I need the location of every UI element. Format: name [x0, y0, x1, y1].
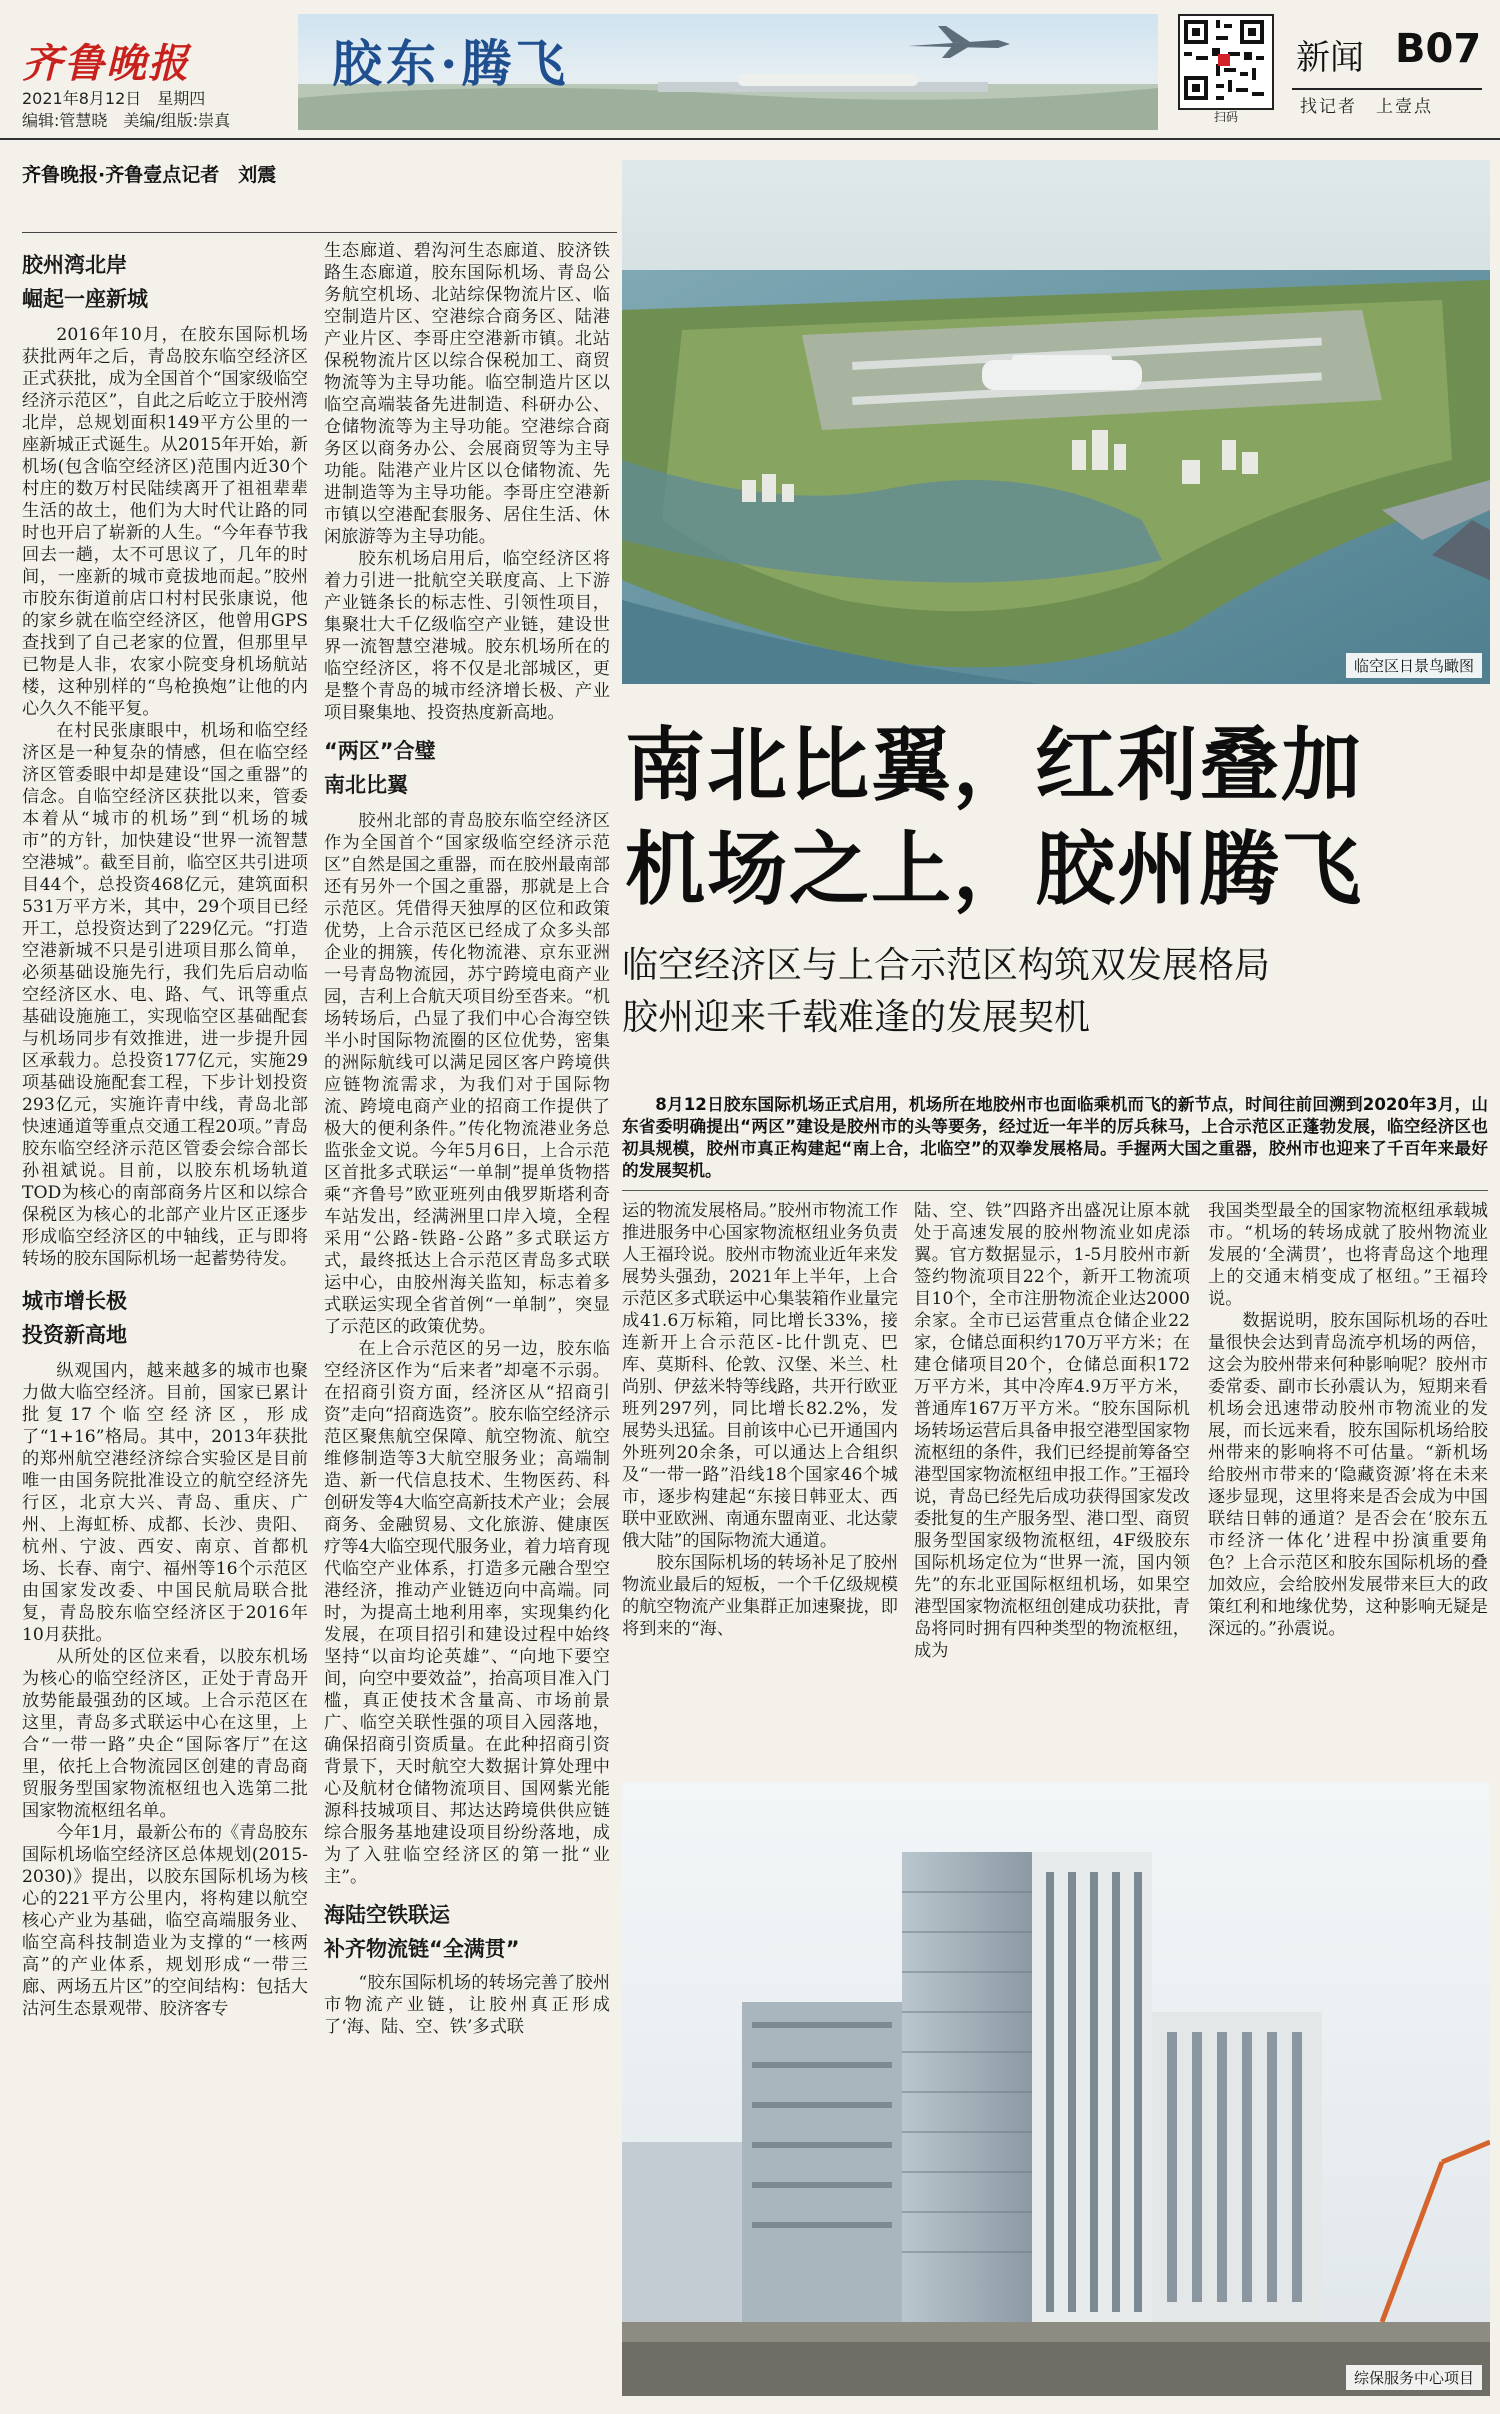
paper-name: 齐鲁晚报 [22, 40, 190, 87]
paragraph: 生态廊道、碧沟河生态廊道、胶济铁路生态廊道，胶东国际机场、青岛公务航空机场、北站综保物流片区、临空制造片区、空港综合商务区、陆港产业片区、李哥庄空港新市镇。北站保税物流片区以综合保税加工、商贸物流等为主导功能。临空制造片区以临空高端装备先进制造、科研办公、仓储物流等为主导功能。空港综合商务区以商务办公、会展商贸等为主导功能。陆港产业片区以仓储物流、先进制造等为主导功能。李哥庄空港新市镇以空港配套服务、居住生活、休闲旅游等为主导功能。 [324, 241, 610, 547]
building-photo-art [622, 1782, 1490, 2396]
paragraph: 今年1月，最新公布的《青岛胶东国际机场临空经济区总体规划(2015-2030)》提出，以胶东国际机场为核心的221平方公里内，将构建以航空核心产业为基础，临空高端服务业、临空高科技制造业为支撑的“一核两高”的产业体系，规划形成“一带三廊、两场五片区”的空间结构：包括大沽河生态景观带、胶济客专 [22, 1823, 308, 2019]
article-column-3 [622, 1200, 898, 1756]
headline-line-2: 机场之上，胶州腾飞 [625, 823, 1363, 916]
page-number: B07 [1395, 26, 1482, 72]
building-photo-caption: 综保服务中心项目 [1346, 2365, 1482, 2390]
aerial-photo [622, 160, 1490, 684]
section-head-2b: 投资新高地 [22, 1323, 127, 1347]
byline-rule [22, 232, 617, 233]
paragraph: 我国类型最全的国家物流枢纽承载城市。“机场的转场成就了胶州物流业发展的‘全满贯’，也将青岛这个地理上的交通末梢变成了枢纽。”王福玲说。 [1208, 1201, 1488, 1309]
section-head-1a: 胶州湾北岸 [22, 253, 127, 277]
paragraph: 2016年10月，在胶东国际机场获批两年之后，青岛胶东临空经济区正式获批，成为全国首个“国家级临空经济示范区”，自此之后屹立于胶州湾北岸，总规划面积149平方公里的一座新城正式诞生。从2015年开始，新机场(包含临空经济区)范围内近30个村庄的数万村民陆续离开了祖祖辈辈生活的故土，他们为大时代让路的同时也开启了崭新的人生。“今年春节我回去一趟，太不可思议了，几年的时间，一座新的城市竟拔地而起。”胶州市胶东街道前店口村村民张康说，他的家乡就在临空经济区，他曾用GPS查找到了自己老家的位置，但那里早已物是人非，农家小院变身机场航站楼，这种别样的“鸟枪换炮”让他的内心久久不能平复。 [22, 325, 308, 719]
section-head-2a: 城市增长极 [22, 1289, 127, 1313]
headline-line-1: 南北比翼，红利叠加 [625, 719, 1363, 812]
section-subline: 找记者 上壹点 [1300, 97, 1433, 117]
banner-title: 胶东·腾飞 [332, 34, 570, 93]
subheadline [622, 940, 1482, 1044]
subheadline-line-1: 临空经济区与上合示范区构筑双发展格局 [622, 945, 1271, 986]
article-column-1 [22, 240, 308, 2396]
aerial-photo-caption: 临空区日景鸟瞰图 [1346, 653, 1482, 678]
lead-paragraph: 8月12日胶东国际机场正式启用，机场所在地胶州市也面临乘机而飞的新节点，时间往前回溯到2020年3月，山东省委明确提出“两区”建设是胶州市的头等要务，经过近一年半的厉兵秣马，上合示范区正蓬勃发展，临空经济区也初具规模，胶州市真正构建起“南上合，北临空”的双拳发展格局。手握两大国之重器，胶州市也迎来了千百年来最好的发展契机。 [622, 1095, 1488, 1180]
building-photo [622, 1782, 1490, 2396]
section-head-4b: 补齐物流链“全满贯” [324, 1937, 520, 1961]
paragraph: 从所处的区位来看，以胶东机场为核心的临空经济区，正处于青岛开放势能最强劲的区域。上合示范区在这里，青岛多式联运中心在这里，上合“一带一路”央企“国际客厅”在这里，依托上合物流园区创建的青岛商贸服务型国家物流枢纽也入选第二批国家物流枢纽名单。 [22, 1647, 308, 1821]
byline: 齐鲁晚报·齐鲁壹点记者 刘震 [22, 164, 277, 186]
qr-label: 扫码 [1213, 110, 1238, 124]
issue-date: 2021年8月12日 星期四 [22, 89, 206, 108]
subheadline-line-2: 胶州迎来千载难逢的发展契机 [622, 997, 1091, 1038]
section-head-3a: “两区”合璧 [324, 739, 436, 763]
aerial-photo-art [622, 160, 1490, 684]
paragraph: 数据说明，胶东国际机场的吞吐量很快会达到青岛流亭机场的两倍，这会为胶州带来何种影响呢？胶州市委常委、副市长孙震认为，短期来看机场会迅速带动胶州市物流业的发展，而长远来看，胶东国际机场给胶州带来的影响将不可估量。“新机场给胶州市带来的‘隐藏资源’将在未来逐步显现，这里将来是否会成为中国联结日韩的通道？是否会在‘胶东五市经济一体化’进程中扮演重要角色？上合示范区和胶东国际机场的叠加效应，会给胶州发展带来巨大的政策红利和地缘优势，这种影响无疑是深远的。”孙震说。 [1208, 1311, 1488, 1639]
paragraph: “胶东国际机场的转场完善了胶州市物流产业链，让胶州真正形成了‘海、陆、空、铁’多式联 [324, 1973, 610, 2037]
section-label: 新闻 [1296, 38, 1364, 78]
paragraph: 陆、空、铁”四路齐出盛况让原本就处于高速发展的胶州物流业如虎添翼。官方数据显示，1-5月胶州市新签约物流项目22个，新开工物流项目10个，全市注册物流企业达2000余家。全市已运营重点仓储企业22家，仓储总面积约170万平方米；在建仓储项目20个，仓储总面积172万平方米，其中冷库4.9万平方米，普通库167万平方米。“胶东国际机场转场运营后具备申报空港型国家物流枢纽的条件，我们已经提前筹备空港型国家物流枢纽申报工作。”王福玲说，青岛已经先后成功获得国家发改委批复的生产服务型、港口型、商贸服务型国家级物流枢纽，4F级胶东国际机场定位为“世界一流，国内领先”的东北亚国际枢纽机场，如果空港型国家物流枢纽创建成功获批，青岛将同时拥有四种类型的物流枢纽，成为 [914, 1201, 1190, 1661]
paragraph: 在上合示范区的另一边，胶东临空经济区作为“后来者”却毫不示弱。在招商引资方面，经济区从“招商引资”走向“招商选资”。胶东临空经济示范区聚焦航空保障、航空物流、航空维修制造等3大航空服务业；高端制造、新一代信息技术、生物医药、科创研发等4大临空高新技术产业；会展商务、金融贸易、文化旅游、健康医疗等4大临空现代服务业，着力培育现代临空产业体系，打造多元融合型空港经济，推动产业链迈向中高端。同时，为提高土地利用率，实现集约化发展，在项目招引和建设过程中始终坚持“以亩均论英雄”、“向地下要空间，向空中要效益”，抬高项目准入门槛，真正使技术含量高、市场前景广、临空关联性强的项目入园落地，确保招商引资质量。在此种招商引资背景下，天时航空大数据计算处理中心及航材仓储物流项目、国网紫光能源科技城项目、邦达达跨境供供应链综合服务基地建设项目纷纷落地，成为了入驻临空经济区的第一批“业主”。 [324, 1339, 610, 1887]
qr-code-icon [1180, 16, 1268, 104]
paragraph: 运的物流发展格局。”胶州市物流工作推进服务中心国家物流枢纽业务负责人王福玲说。胶州市物流业近年来发展势头强劲，2021年上半年，上合示范区多式联运中心集装箱作业量完成41.6万标箱，同比增长33%，接连新开上合示范区-比什凯克、巴库、莫斯科、伦敦、汉堡、米兰、杜尚别、伊兹米特等线路，共开行欧亚班列297列，同比增长82.2%，发展势头迅猛。目前该中心已开通国内外班列20余条，可以通达上合组织及“一带一路”沿线18个国家46个城市，逐步构建起“东接日韩亚太、西联中亚欧洲、南通东盟南亚、北达蒙俄大陆”的国际物流大通道。 [622, 1201, 898, 1551]
section-head-1b: 崛起一座新城 [22, 287, 148, 311]
paragraph: 在村民张康眼中，机场和临空经济区是一种复杂的情感，但在临空经济区管委眼中却是建设“国之重器”的信念。自临空经济区获批以来，管委本着从“城市的机场”到“机场的城市”的方针，加快建设“世界一流智慧空港城”。截至目前，临空区共引进项目44个，总投资468亿元，建筑面积531万平方米，其中，29个项目已经开工，总投资达到了229亿元。“打造空港新城不只是引进项目那么简单，必须基础设施先行，我们先后启动临空经济区水、电、路、气、讯等重点基础设施施工，实现临空区基础配套与机场同步有效推进，进一步提升园区承载力。总投资177亿元，实施29项基础设施配套工程，下步计划投资293亿元，实施许青中线，青岛北部快速通道等重点交通工程20项。”青岛胶东临空经济示范区管委会综合部长孙祖斌说。目前，以胶东机场轨道TOD为核心的南部商务片区和以综合保税区为核心的北部产业片区正逐步形成临空经济区的中轴线，正与即将转场的胶东国际机场一起蓄势待发。 [22, 721, 308, 1269]
headline [625, 714, 1485, 922]
paragraph: 胶东机场启用后，临空经济区将着力引进一批航空关联度高、上下游产业链条长的标志性、引领性项目，集聚壮大千亿级临空产业链，建设世界一流智慧空港城。胶东机场所在的临空经济区，将不仅是北部城区，更是整个青岛的城市经济增长极、产业项目聚集地、投资热度新高地。 [324, 549, 610, 723]
article-column-5 [1208, 1200, 1488, 1756]
section-head-3b: 南北比翼 [324, 773, 408, 797]
section-head-4a: 海陆空铁联运 [324, 1903, 450, 1927]
paragraph: 胶东国际机场的转场补足了胶州物流业最后的短板，一个千亿级规模的航空物流产业集群正加速聚拢，即将到来的“海、 [622, 1553, 898, 1639]
editor-credit: 编辑:管慧晓 美编/组版:崇真 [22, 111, 231, 130]
article-column-4 [914, 1200, 1190, 1756]
section-banner [298, 14, 1158, 130]
paragraph: 纵观国内，越来越多的城市也聚力做大临空经济。目前，国家已累计批复17个临空经济区，形成了“1+16”格局。其中，2013年获批的郑州航空港经济综合实验区是目前唯一由国务院批准设立的航空经济先行区，北京大兴、青岛、重庆、广州、上海虹桥、成都、长沙、贵阳、杭州、宁波、西安、南京、首都机场、长春、南宁、福州等16个示范区由国家发改委、中国民航局联合批复，青岛胶东临空经济区于2016年10月获批。 [22, 1361, 308, 1645]
article-column-2 [324, 240, 610, 2396]
qr-code[interactable] [1178, 14, 1274, 110]
paragraph: 胶州北部的青岛胶东临空经济区作为全国首个“国家级临空经济示范区”自然是国之重器，而在胶州最南部还有另外一个国之重器，那就是上合示范区。凭借得天独厚的区位和政策优势，上合示范区已经成了众多头部企业的拥簇，传化物流港、京东亚洲一号青岛物流园，苏宁跨境电商产业园，吉利上合航天项目纷至沓来。“机场转场后，凸显了我们中心合海空铁半小时国际物流圈的区位优势，密集的洲际航线可以满足园区客户跨境供应链物流需求，为我们对于国际物流、跨境电商产业的招商工作提供了极大的便利条件。”传化物流港业务总监张金文说。今年5月6日，上合示范区首批多式联运“一单制”提单货物搭乘“齐鲁号”欧亚班列由俄罗斯塔利奇车站发出，经满洲里口岸入境，全程采用“公路-铁路-公路”多式联运方式，最终抵达上合示范区青岛多式联运中心，由胶州海关监知，标志着多式联运实现全省首例“一单制”，突显了示范区的政策优势。 [324, 811, 610, 1337]
masthead-rule [0, 138, 1500, 140]
lead-rule [622, 1190, 1488, 1191]
